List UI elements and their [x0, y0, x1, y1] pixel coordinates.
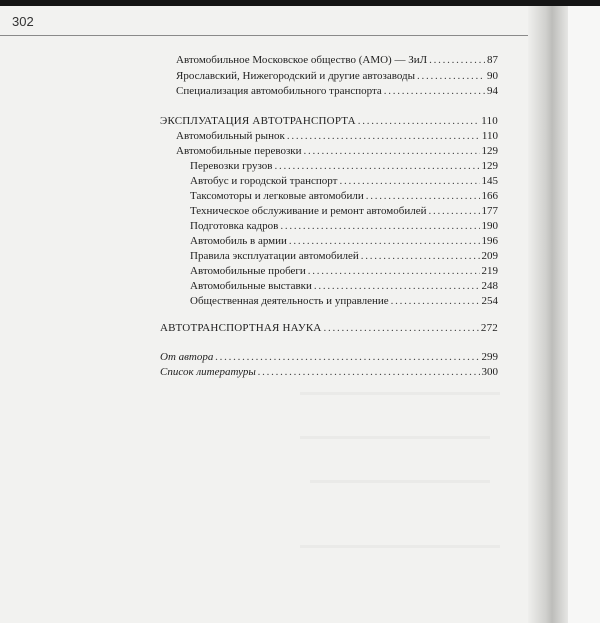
- toc-entry-page: 94: [487, 85, 498, 97]
- toc-leader-dots: [417, 69, 485, 83]
- toc-leader-dots: [215, 350, 479, 364]
- toc-entry-title: Автомобильные перевозки: [176, 145, 302, 157]
- toc-entry-page: 129: [481, 145, 498, 157]
- toc-leader-dots: [308, 264, 480, 278]
- toc-entry-title: Перевозки грузов: [190, 160, 273, 172]
- toc-leader-dots: [304, 144, 480, 158]
- show-through-bleed: [300, 436, 490, 439]
- toc-subentry: [190, 264, 498, 278]
- toc-entry-page: 190: [481, 220, 498, 232]
- toc-leader-dots: [275, 159, 480, 173]
- toc-entry-page: 177: [481, 205, 498, 217]
- toc-entry-title: Специализация автомобильного транспорта: [176, 85, 382, 97]
- toc-subentry: [190, 219, 498, 233]
- toc-back-matter-entry: [160, 350, 498, 364]
- toc-leader-dots: [429, 53, 485, 67]
- page-gutter-shadow: [528, 6, 568, 623]
- toc-subentry: [190, 159, 498, 173]
- page-number: 302: [12, 14, 34, 29]
- toc-leader-dots: [358, 114, 480, 128]
- toc-section-heading: [160, 321, 498, 335]
- toc-section-title: АВТОТРАНСПОРТНАЯ НАУКА: [160, 322, 322, 334]
- toc-leader-dots: [287, 129, 480, 143]
- toc-entry: [176, 144, 498, 158]
- toc-entry: [176, 69, 498, 83]
- show-through-bleed: [300, 392, 500, 395]
- toc-entry-page: 299: [481, 351, 498, 363]
- toc-entry-page: 166: [481, 190, 498, 202]
- toc-subentry: [190, 294, 498, 308]
- book-page: [0, 6, 540, 623]
- toc-leader-dots: [314, 279, 480, 293]
- facing-page-edge: [568, 6, 600, 623]
- toc-entry: [176, 53, 498, 67]
- toc-section-heading: [160, 114, 498, 128]
- show-through-bleed: [310, 480, 490, 483]
- toc-entry-title: Список литературы: [160, 366, 256, 378]
- toc-leader-dots: [391, 294, 480, 308]
- toc-subentry: [190, 279, 498, 293]
- toc-entry-title: Автомобильное Московское общество (АМО) — ЗиЛ: [176, 54, 428, 66]
- toc-leader-dots: [280, 219, 479, 233]
- toc-entry: [176, 84, 498, 98]
- toc-subentry: [190, 174, 498, 188]
- toc-back-matter-entry: [160, 365, 498, 379]
- toc-entry-title: Техническое обслуживание и ремонт автомобилей: [190, 205, 427, 217]
- toc-entry-title: Таксомоторы и легковые автомобили: [190, 190, 364, 202]
- toc-entry-title: От автора: [160, 351, 214, 363]
- toc-leader-dots: [324, 321, 479, 335]
- toc-entry-page: 90: [487, 70, 498, 82]
- toc-subentry: [190, 189, 498, 203]
- toc-entry-title: Общественная деятельность и управление: [190, 295, 389, 307]
- toc-entry-title: Правила эксплуатации автомобилей: [190, 250, 359, 262]
- toc-subentry: [190, 249, 498, 263]
- toc-entry-title: Автомобильные выставки: [190, 280, 312, 292]
- toc-entry-page: 219: [481, 265, 498, 277]
- toc-entry-title: Автобус и городской транспорт: [190, 175, 338, 187]
- toc-leader-dots: [361, 249, 480, 263]
- toc-section-page: 110: [481, 115, 498, 127]
- toc-subentry: [190, 234, 498, 248]
- toc-entry-title: Автомобильные пробеги: [190, 265, 306, 277]
- toc-entry-page: 145: [481, 175, 498, 187]
- toc-section-page: 272: [480, 322, 498, 334]
- toc-entry: [176, 129, 498, 143]
- toc-entry-page: 254: [481, 295, 498, 307]
- toc-entry-title: Подготовка кадров: [190, 220, 279, 232]
- toc-leader-dots: [339, 174, 479, 188]
- toc-entry-page: 300: [481, 366, 498, 378]
- toc-leader-dots: [289, 234, 480, 248]
- toc-entry-page: 209: [481, 250, 498, 262]
- show-through-bleed: [300, 545, 500, 548]
- toc-entry-page: 87: [487, 54, 498, 66]
- toc-entry-page: 196: [481, 235, 498, 247]
- toc-leader-dots: [366, 189, 480, 203]
- toc-entry-title: Автомобильный рынок: [176, 130, 285, 142]
- toc-entry-page: 248: [481, 280, 498, 292]
- toc-leader-dots: [258, 365, 480, 379]
- toc-entry-title: Ярославский, Нижегородский и другие автозаводы: [176, 70, 416, 82]
- toc-entry-title: Автомобиль в армии: [190, 235, 287, 247]
- toc-entry-page: 110: [481, 130, 498, 142]
- toc-leader-dots: [384, 84, 485, 98]
- header-rule: [0, 35, 528, 36]
- toc-leader-dots: [428, 204, 479, 218]
- toc-section-title: ЭКСПЛУАТАЦИЯ АВТОТРАНСПОРТА: [160, 115, 356, 127]
- toc-subentry: [190, 204, 498, 218]
- toc-entry-page: 129: [481, 160, 498, 172]
